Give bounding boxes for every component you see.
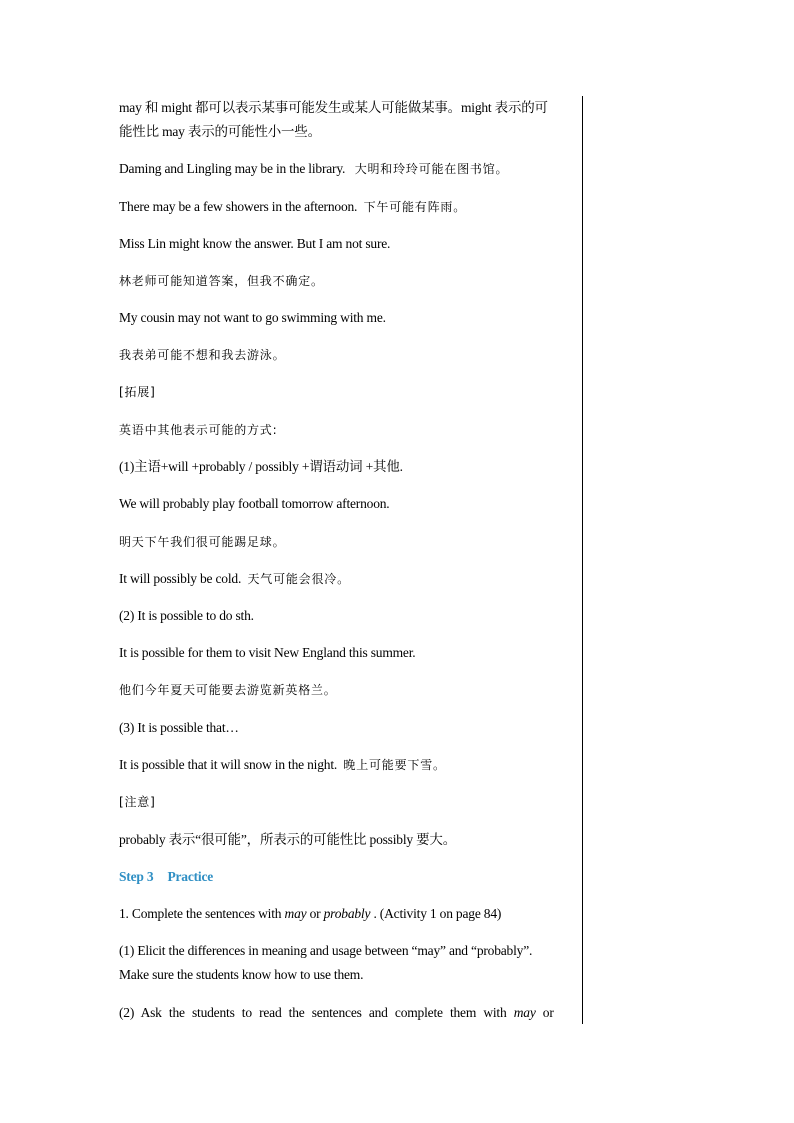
italic-word: probably xyxy=(323,906,371,921)
english-text: We will probably play football tomorrow afternoon. xyxy=(119,496,390,511)
task-instruction xyxy=(119,902,579,926)
english-text: My cousin may not want to go swimming with me. xyxy=(119,310,386,325)
example-sentence xyxy=(119,306,579,330)
text-segment: or xyxy=(306,906,324,921)
example-sentence xyxy=(119,195,579,219)
pattern-line xyxy=(119,716,579,740)
text-segment: . (Activity 1 on page 84) xyxy=(370,906,502,921)
text-line: (1)主语+will +probably / possibly +谓语动词 +其他. xyxy=(119,459,403,474)
text-line: 我表弟可能不想和我去游泳。 xyxy=(119,348,286,362)
chinese-translation xyxy=(119,269,579,293)
english-text: Daming and Lingling may be in the library. xyxy=(119,161,346,176)
text-line: (3) It is possible that… xyxy=(119,720,239,735)
text-segment: (2) Ask the students to read the sentences and complete them with xyxy=(119,1005,514,1020)
paragraph-line xyxy=(119,418,579,442)
text-line: 能性比 may 表示的可能性小一些。 xyxy=(119,124,321,139)
text-line: 林老师可能知道答案，但我不确定。 xyxy=(119,274,324,288)
italic-word: may xyxy=(513,1005,536,1020)
text-line: (2) It is possible to do sth. xyxy=(119,608,254,623)
italic-word: may xyxy=(284,906,307,921)
chinese-translation xyxy=(119,530,579,554)
chinese-translation xyxy=(119,343,579,367)
example-sentence xyxy=(119,567,579,591)
english-text: It will possibly be cold. xyxy=(119,571,242,586)
text-line: [注意] xyxy=(119,795,156,809)
example-sentence xyxy=(119,157,579,181)
text-segment: or xyxy=(535,1005,554,1020)
chinese-translation: 大明和玲玲可能在图书馆。 xyxy=(354,162,509,176)
text-line: 他们今年夏天可能要去游览新英格兰。 xyxy=(119,683,337,697)
english-text: There may be a few showers in the afternoon. xyxy=(119,199,358,214)
chinese-translation: 晚上可能要下雪。 xyxy=(343,758,446,772)
step-heading xyxy=(119,865,579,889)
english-text: It is possible for them to visit New England this summer. xyxy=(119,645,416,660)
text-line: (1) Elicit the differences in meaning and usage between “may” and “probably”. xyxy=(119,943,533,958)
pattern-line xyxy=(119,604,579,628)
step-label: Step 3 xyxy=(119,869,154,884)
chinese-translation: 天气可能会很冷。 xyxy=(247,572,350,586)
example-sentence xyxy=(119,641,579,665)
text-line: [拓展] xyxy=(119,385,156,399)
page-right-border xyxy=(582,96,583,1024)
paragraph-line xyxy=(119,1001,579,1025)
text-line: Make sure the students know how to use them. xyxy=(119,967,364,982)
english-text: It is possible that it will snow in the night. xyxy=(119,757,338,772)
text-line: 英语中其他表示可能的方式: xyxy=(119,423,278,437)
example-sentence xyxy=(119,232,579,256)
text-line: may 和 might 都可以表示某事可能发生或某人可能做某事。might 表示的可 xyxy=(119,100,548,115)
chinese-translation xyxy=(119,678,579,702)
english-text: Miss Lin might know the answer. But I am not sure. xyxy=(119,236,391,251)
example-sentence xyxy=(119,753,579,777)
paragraph-line xyxy=(119,963,579,987)
chinese-translation: 下午可能有阵雨。 xyxy=(363,200,466,214)
text-line: 明天下午我们很可能踢足球。 xyxy=(119,535,286,549)
pattern-line xyxy=(119,455,579,479)
step-title: Practice xyxy=(167,869,214,884)
example-sentence xyxy=(119,492,579,516)
text-line: probably 表示“很可能”，所表示的可能性比 possibly 要大。 xyxy=(119,832,457,847)
section-tag-note xyxy=(119,790,579,814)
paragraph-line xyxy=(119,939,579,963)
section-tag-extension xyxy=(119,380,579,404)
text-segment: 1. Complete the sentences with xyxy=(119,906,285,921)
paragraph-line xyxy=(119,828,579,852)
paragraph-line xyxy=(119,96,579,120)
paragraph-line xyxy=(119,120,579,144)
